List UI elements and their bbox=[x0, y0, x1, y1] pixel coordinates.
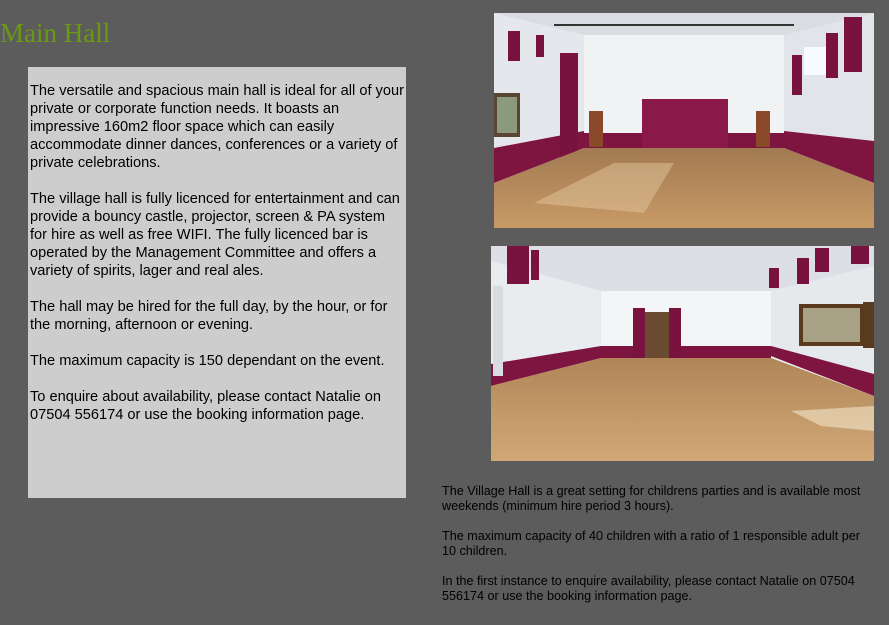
childrens-parties-section bbox=[442, 484, 862, 619]
description-paragraph: To enquire about availability, please contact Natalie on 07504 556174 or use the booking information page. bbox=[30, 389, 382, 423]
childrens-paragraph: In the first instance to enquire availability, please contact Natalie on 07504 556174 or use the booking information page. bbox=[442, 574, 855, 603]
description-paragraph: The hall may be hired for the full day, by the hour, or for the morning, afternoon or evening. bbox=[30, 299, 388, 333]
childrens-paragraph: The maximum capacity of 40 children with a ratio of 1 responsible adult per 10 children. bbox=[442, 529, 860, 558]
hall-photo-stage bbox=[494, 13, 874, 228]
childrens-paragraph: The Village Hall is a great setting for childrens parties and is available most weekends (minimum hire period 3 hours). bbox=[442, 484, 861, 513]
description-paragraph: The village hall is fully licenced for entertainment and can provide a bouncy castle, projector, screen & PA system for hire as well as free WIFI. The fully licenced bar is operated by the Management Committee and offers a variety of spirits, lager and real ales. bbox=[30, 191, 400, 279]
main-hall-description-panel bbox=[28, 67, 406, 498]
hall-photo-notice-boards bbox=[491, 246, 874, 461]
description-paragraph: The versatile and spacious main hall is ideal for all of your private or corporate function needs. It boasts an impressive 160m2 floor space which can easily accommodate dinner dances, conferences or a variety of private celebrations. bbox=[30, 83, 404, 171]
hall-photo-stage-image bbox=[494, 13, 874, 228]
page-title: Main Hall bbox=[0, 18, 111, 48]
description-paragraph: The maximum capacity is 150 dependant on the event. bbox=[30, 353, 385, 369]
hall-photo-notice-boards-image bbox=[491, 246, 874, 461]
